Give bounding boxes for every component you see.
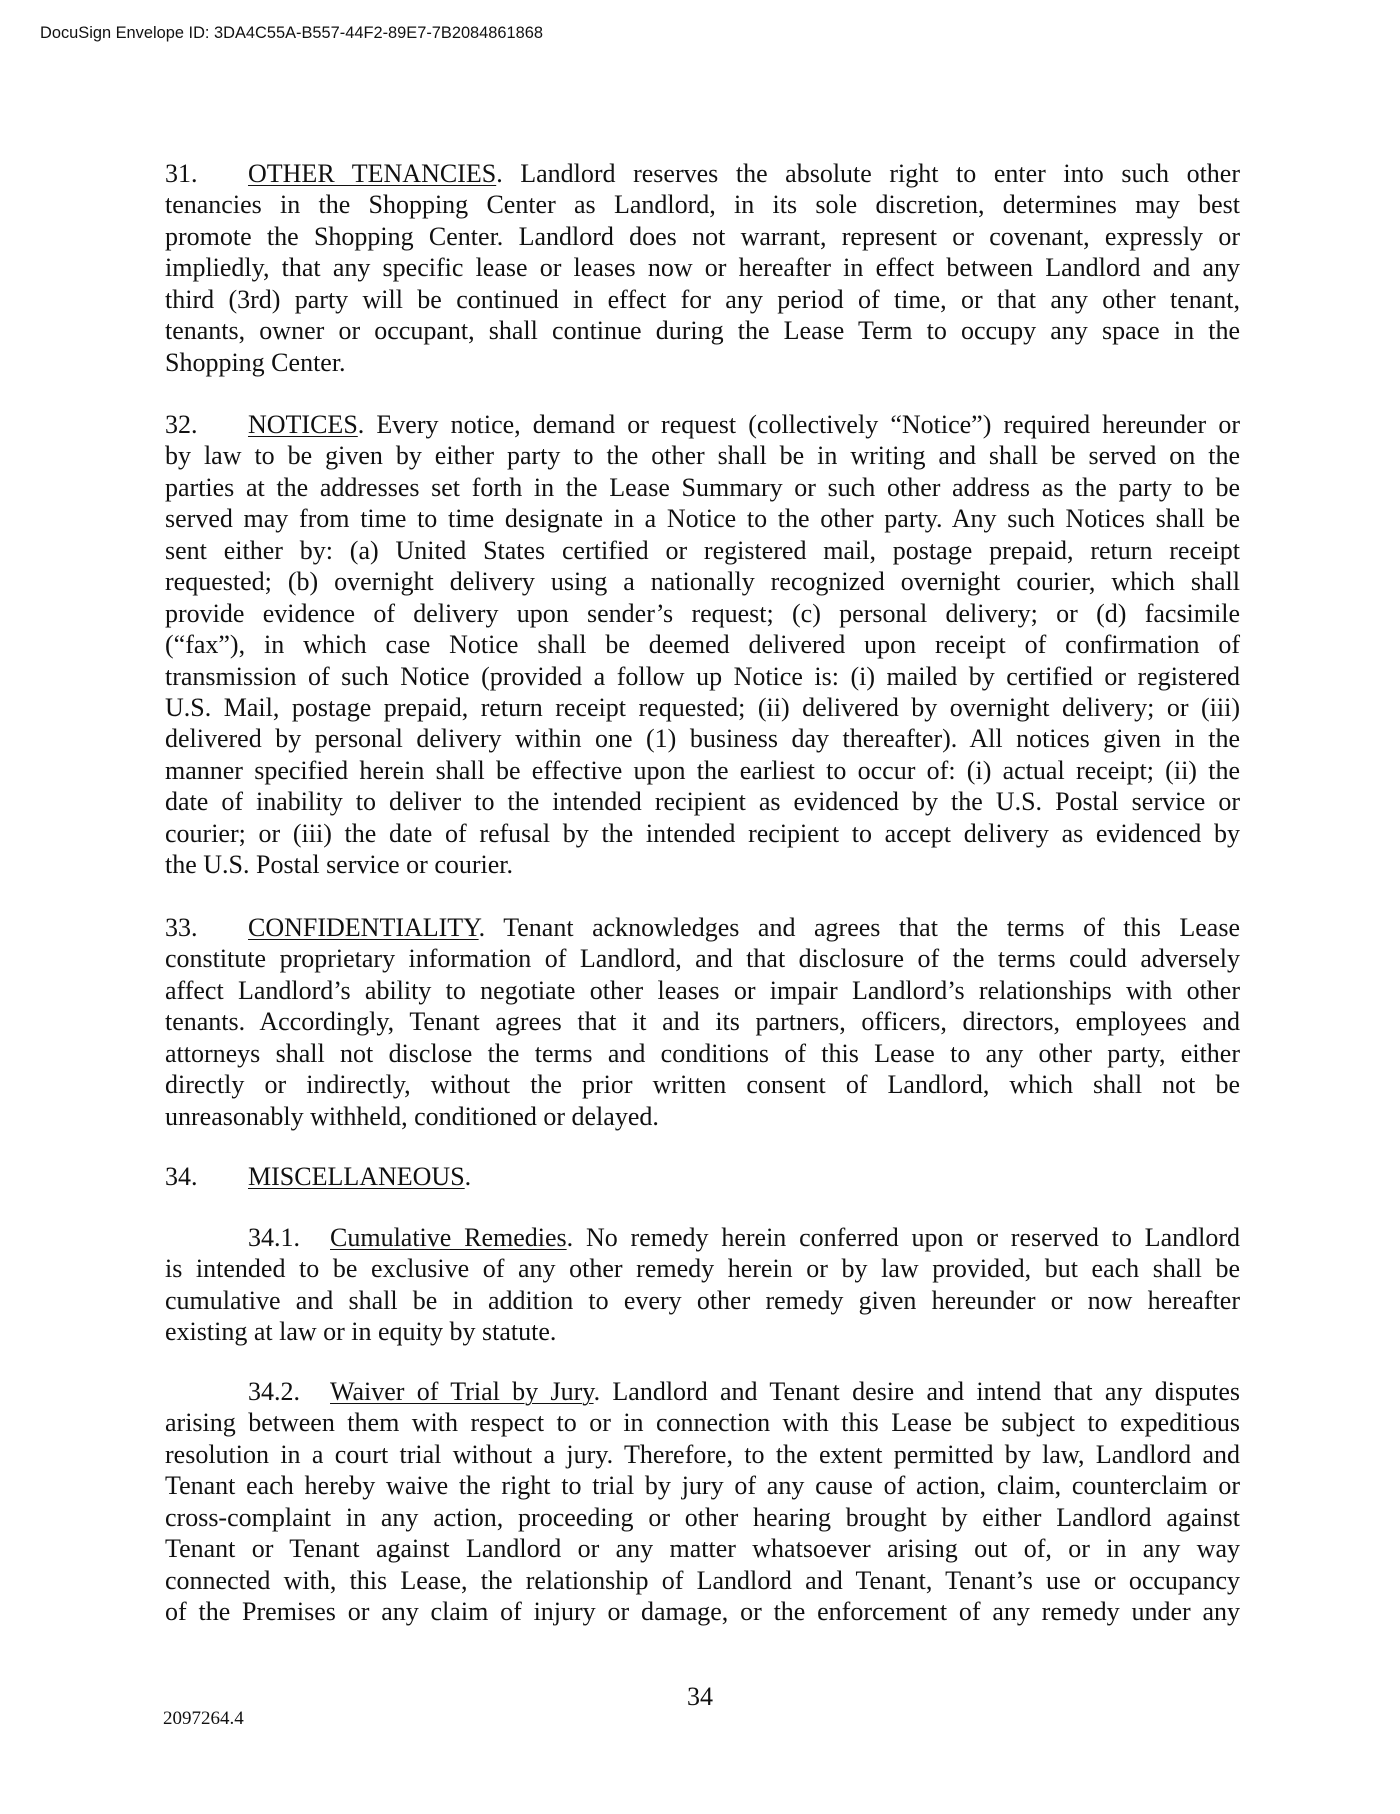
section-lines bbox=[165, 440, 1240, 880]
section-31 bbox=[165, 158, 1240, 378]
subsection-34-2 bbox=[165, 1376, 1240, 1628]
section-heading: NOTICES bbox=[248, 410, 358, 439]
text-line: served may from time to time designate in a Notice to the other party. Any such Notices shall be bbox=[165, 504, 1240, 534]
text-line: U.S. Mail, postage prepaid, return receipt requested; (ii) delivered by overnight delivery; or (iii) bbox=[165, 692, 1240, 722]
text-line: affect Landlord’s ability to negotiate other leases or impair Landlord’s relationships with other bbox=[165, 975, 1240, 1005]
docusign-envelope-id: DocuSign Envelope ID: 3DA4C55A-B557-44F2-89E7-7B2084861868 bbox=[40, 24, 543, 42]
text-line: connected with, this Lease, the relationship of Landlord and Tenant, Tenant’s use or occupancy bbox=[165, 1565, 1240, 1595]
text-line: the U.S. Postal service or courier. bbox=[165, 850, 514, 880]
text-line: tenants. Accordingly, Tenant agrees that it and its partners, officers, directors, employees and bbox=[165, 1007, 1240, 1037]
text-line: delivered by personal delivery within one (1) business day thereafter). All notices given in the bbox=[165, 724, 1240, 754]
section-first-line bbox=[165, 409, 1240, 440]
section-lines bbox=[165, 943, 1240, 1132]
page-number: 34 bbox=[687, 1682, 713, 1711]
text-line: parties at the addresses set forth in the Lease Summary or such other address as the party to be bbox=[165, 472, 1240, 502]
text-line: transmission of such Notice (provided a follow up Notice is: (i) mailed by certified or registered bbox=[165, 661, 1240, 691]
text-line: existing at law or in equity by statute. bbox=[165, 1317, 557, 1347]
subsection-first-line-text: . No remedy herein conferred upon or reserved to Landlord bbox=[566, 1223, 1240, 1252]
text-line: resolution in a court trial without a jury. Therefore, to the extent permitted by law, Landlord and bbox=[165, 1439, 1240, 1469]
subsection-number: 34.2. bbox=[248, 1377, 300, 1406]
text-line: unreasonably withheld, conditioned or delayed. bbox=[165, 1101, 659, 1131]
subsection-heading: Cumulative Remedies bbox=[330, 1223, 567, 1252]
section-number: 32. bbox=[165, 410, 198, 439]
section-first-line-text: . Landlord reserves the absolute right to enter into such other bbox=[496, 159, 1240, 188]
section-first-line-text: . Tenant acknowledges and agrees that the terms of this Lease bbox=[478, 913, 1240, 942]
section-33 bbox=[165, 912, 1240, 1132]
text-line: directly or indirectly, without the prior written consent of Landlord, which shall not be bbox=[165, 1070, 1240, 1100]
section-first-line-text: . Every notice, demand or request (collectively “Notice”) required hereunder or bbox=[357, 410, 1240, 439]
text-line: tenants, owner or occupant, shall continue during the Lease Term to occupy any space in the bbox=[165, 316, 1240, 346]
section-first-line bbox=[165, 158, 1240, 189]
subsection-first-line-text: . Landlord and Tenant desire and intend that any disputes bbox=[593, 1377, 1241, 1406]
section-first-line-text: . bbox=[464, 1162, 472, 1191]
text-line: constitute proprietary information of Landlord, and that disclosure of the terms could adversely bbox=[165, 944, 1240, 974]
subsection-lines bbox=[165, 1253, 1240, 1347]
section-32 bbox=[165, 409, 1240, 881]
text-line: tenancies in the Shopping Center as Landlord, in its sole discretion, determines may best bbox=[165, 190, 1240, 220]
section-heading: MISCELLANEOUS bbox=[248, 1162, 465, 1191]
subsection-number: 34.1. bbox=[248, 1223, 300, 1252]
subsection-heading: Waiver of Trial by Jury bbox=[330, 1377, 594, 1406]
text-line: Tenant or Tenant against Landlord or any matter whatsoever arising out of, or in any way bbox=[165, 1534, 1240, 1564]
text-line: sent either by: (a) United States certified or registered mail, postage prepaid, return receipt bbox=[165, 535, 1240, 565]
subsection-first-line bbox=[165, 1222, 1240, 1253]
text-line: cumulative and shall be in addition to every other remedy given hereunder or now hereafter bbox=[165, 1285, 1240, 1315]
section-number: 34. bbox=[165, 1162, 198, 1191]
section-number: 33. bbox=[165, 913, 198, 942]
text-line: by law to be given by either party to the other shall be in writing and shall be served on the bbox=[165, 441, 1240, 471]
section-first-line bbox=[165, 912, 1240, 943]
text-line: (“fax”), in which case Notice shall be deemed delivered upon receipt of confirmation of bbox=[165, 630, 1240, 660]
text-line: promote the Shopping Center. Landlord does not warrant, represent or covenant, expressly or bbox=[165, 221, 1240, 251]
text-line: arising between them with respect to or in connection with this Lease be subject to expeditious bbox=[165, 1408, 1240, 1438]
section-heading: OTHER TENANCIES bbox=[248, 159, 497, 188]
text-line: is intended to be exclusive of any other remedy herein or by law provided, but each shall be bbox=[165, 1254, 1240, 1284]
text-line: manner specified herein shall be effective upon the earliest to occur of: (i) actual receipt; (ii) the bbox=[165, 755, 1240, 785]
text-line: requested; (b) overnight delivery using a nationally recognized overnight courier, which shall bbox=[165, 567, 1240, 597]
text-line: of the Premises or any claim of injury or damage, or the enforcement of any remedy under any bbox=[165, 1597, 1240, 1627]
text-line: Shopping Center. bbox=[165, 347, 346, 377]
section-heading: CONFIDENTIALITY bbox=[248, 913, 479, 942]
text-line: provide evidence of delivery upon sender’s request; (c) personal delivery; or (d) facsimile bbox=[165, 598, 1240, 628]
text-line: impliedly, that any specific lease or leases now or hereafter in effect between Landlord and any bbox=[165, 253, 1240, 283]
text-line: third (3rd) party will be continued in effect for any period of time, or that any other tenant, bbox=[165, 284, 1240, 314]
section-first-line bbox=[165, 1161, 1240, 1192]
subsection-first-line bbox=[165, 1376, 1240, 1407]
section-lines bbox=[165, 189, 1240, 378]
text-line: cross-complaint in any action, proceeding or other hearing brought by either Landlord against bbox=[165, 1502, 1240, 1532]
subsection-34-1 bbox=[165, 1222, 1240, 1348]
section-number: 31. bbox=[165, 159, 198, 188]
text-line: date of inability to deliver to the intended recipient as evidenced by the U.S. Postal service or bbox=[165, 787, 1240, 817]
text-line: attorneys shall not disclose the terms and conditions of this Lease to any other party, either bbox=[165, 1038, 1240, 1068]
subsection-lines bbox=[165, 1407, 1240, 1627]
section-34 bbox=[165, 1161, 1240, 1192]
text-line: Tenant each hereby waive the right to trial by jury of any cause of action, claim, counterclaim or bbox=[165, 1471, 1240, 1501]
document-id: 2097264.4 bbox=[163, 1708, 244, 1729]
text-line: courier; or (iii) the date of refusal by the intended recipient to accept delivery as evidenced by bbox=[165, 818, 1240, 848]
